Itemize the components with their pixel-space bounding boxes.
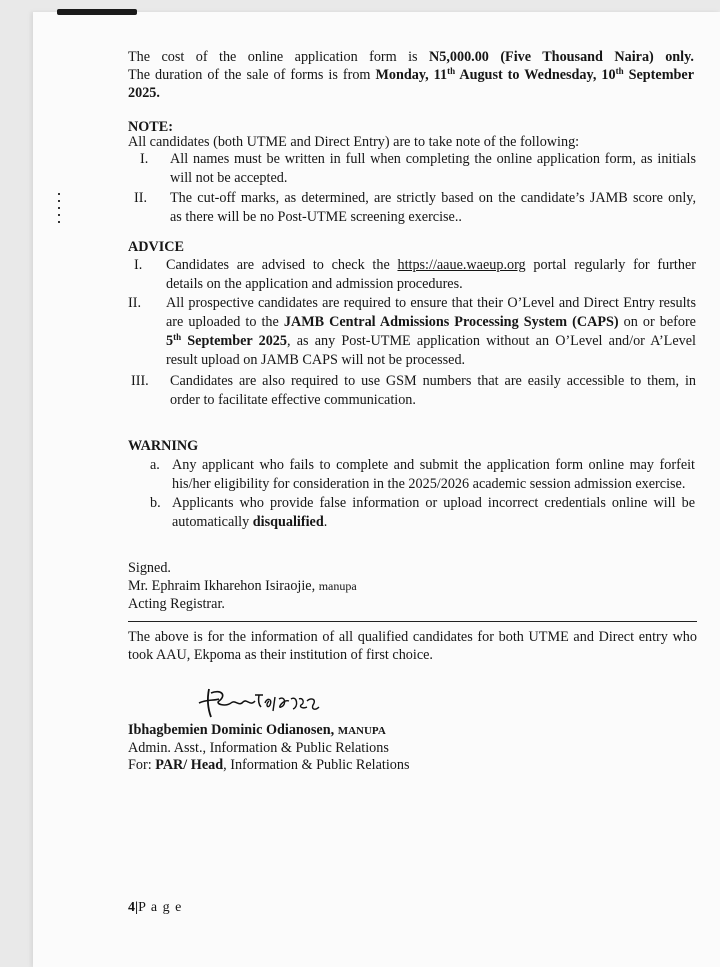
advice-item-number: I. xyxy=(134,257,143,273)
note-item-line: as there will be no Post-UTME screening exercise.. xyxy=(170,209,462,225)
intro-line-1: The cost of the online application form is N5,000.00 (Five Thousand Naira) only. xyxy=(128,49,694,65)
advice-item-number: III. xyxy=(131,373,149,389)
warning-item-line: his/her eligibility for consideration in the 2025/2026 academic session admission exercise. xyxy=(172,476,686,492)
note-item-line: All names must be written in full when completing the online application form, as initials xyxy=(170,151,696,167)
advice-item-number: II. xyxy=(128,295,141,311)
signatory-for: For: PAR/ Head, Information & Public Relations xyxy=(128,757,410,773)
note-item-number: II. xyxy=(134,190,147,206)
warning-item-line: Applicants who provide false information or upload incorrect credentials online will be xyxy=(172,495,695,511)
advice-item-line: details on the application and admission procedures. xyxy=(166,276,463,292)
handwritten-signature xyxy=(195,685,320,721)
warning-item-line: Any applicant who fails to complete and submit the application form online may forfeit xyxy=(172,457,695,473)
warning-item-letter: a. xyxy=(150,457,160,473)
advice-item-line: Candidates are also required to use GSM numbers that are easily accessible to them, in xyxy=(170,373,696,389)
advice-item-line: order to facilitate effective communication. xyxy=(170,392,416,408)
advice-item-line: Candidates are advised to check the https://aaue.waeup.org portal regularly for further xyxy=(166,257,696,273)
footer-note-line: The above is for the information of all qualified candidates for both UTME and Direct entry who xyxy=(128,629,697,645)
registrar-name: Mr. Ephraim Ikharehon Isiraojie, manupa xyxy=(128,578,357,594)
signatory-title: Admin. Asst., Information & Public Relations xyxy=(128,740,389,756)
note-item-line: The cut-off marks, as determined, are strictly based on the candidate’s JAMB score only, xyxy=(170,190,696,206)
warning-item-letter: b. xyxy=(150,495,161,511)
advice-item-line: result upload on JAMB CAPS will not be processed. xyxy=(166,352,466,368)
warning-item-line: automatically disqualified. xyxy=(172,514,328,530)
footer-note-line: took AAU, Ekpoma as their institution of first choice. xyxy=(128,647,433,663)
intro-line-2: The duration of the sale of forms is from Monday, 11th August to Wednesday, 10th September xyxy=(128,66,694,83)
advice-item-line: 5th September 2025, as any Post-UTME application without an O’Level and/or A’Level xyxy=(166,332,696,349)
section-divider xyxy=(128,621,697,622)
advice-item-line: All prospective candidates are required to ensure that their O’Level and Direct Entry results xyxy=(166,295,696,311)
advice-item-line: are uploaded to the JAMB Central Admissions Processing System (CAPS) on or before xyxy=(166,314,696,330)
signed-label: Signed. xyxy=(128,560,171,576)
registrar-title: Acting Registrar. xyxy=(128,596,225,612)
portal-link[interactable]: https://aaue.waeup.org xyxy=(397,257,526,273)
note-item-number: I. xyxy=(140,151,149,167)
margin-punch-marks xyxy=(58,193,61,233)
advice-heading: ADVICE xyxy=(128,239,184,255)
note-item-line: will not be accepted. xyxy=(170,170,288,186)
signatory-name: Ibhagbemien Dominic Odianosen, MANUPA xyxy=(128,722,386,738)
warning-heading: WARNING xyxy=(128,438,199,454)
scan-edge-mark xyxy=(57,9,137,15)
note-lead: All candidates (both UTME and Direct Entry) are to take note of the following: xyxy=(128,134,580,150)
intro-line-3: 2025. xyxy=(128,85,160,101)
page-number: 4|P a g e xyxy=(128,900,183,915)
note-heading: NOTE: xyxy=(128,119,173,135)
